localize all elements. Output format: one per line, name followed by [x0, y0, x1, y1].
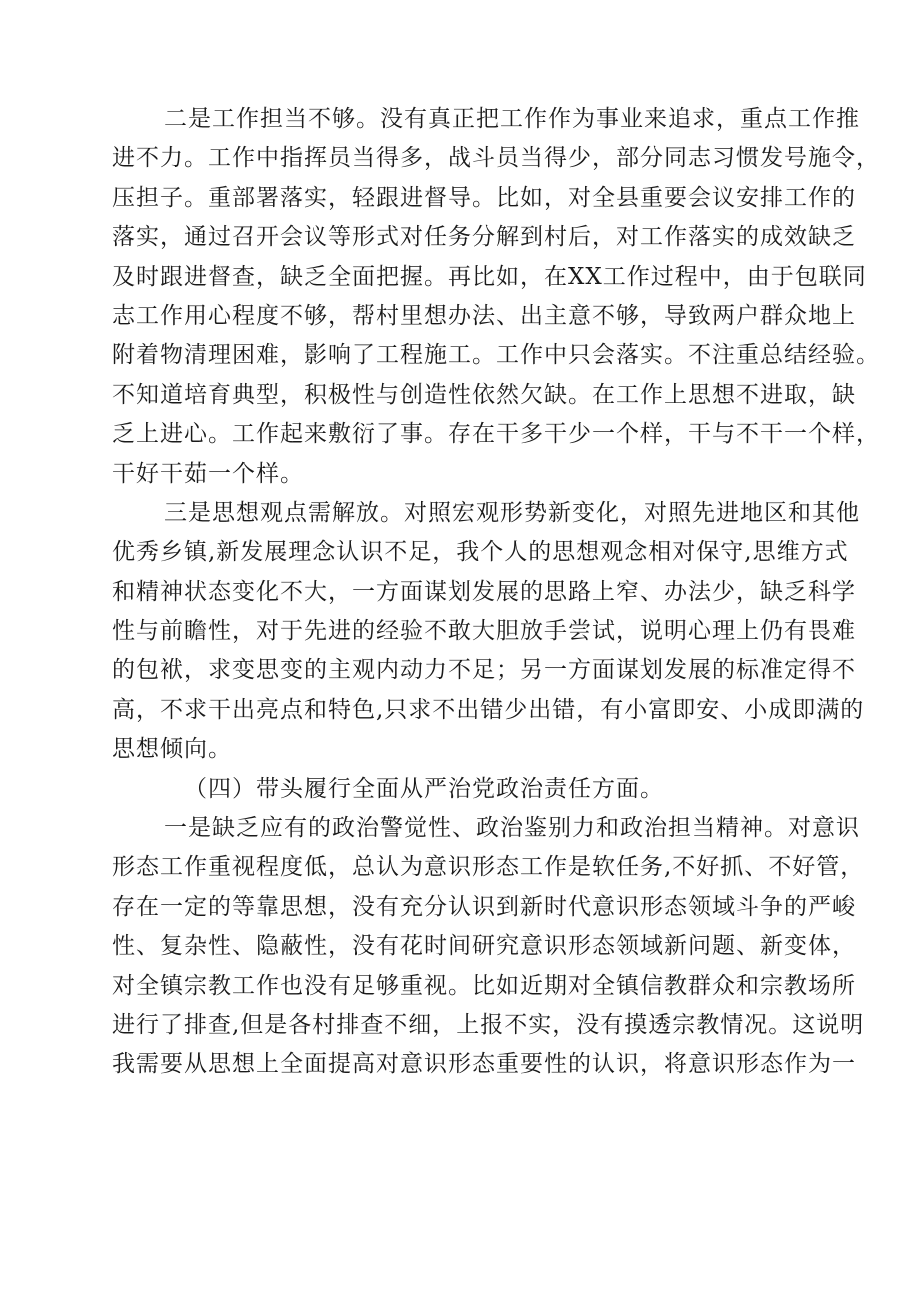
paragraph-one-political-alertness [112, 809, 865, 1085]
text-line: 干好干茹一个样。 [112, 460, 304, 487]
text-line: 优秀乡镇,新发展理念认识不足，我个人的思想观念相对保守,思维方式 [112, 539, 849, 566]
text-line: 及时跟进督查，缺乏全面把握。再比如，在XX工作过程中，由于包联同 [112, 263, 867, 290]
text-line: 存在一定的等靠思想，没有充分认识到新时代意识形态领域斗争的严峻 [112, 893, 856, 920]
text-line: 进不力。工作中指挥员当得多，战斗员当得少，部分同志习惯发号施令， [112, 145, 880, 172]
text-line: 压担子。重部署落实，轻跟进督导。比如，对全县重要会议安排工作的 [112, 184, 856, 211]
text-line: 形态工作重视程度低，总认为意识形态工作是软任务,不好抓、不好管， [112, 854, 865, 881]
document-body [112, 100, 880, 1085]
text-line: 附着物清理困难，影响了工程施工。工作中只会落实。不注重总结经验。 [112, 342, 880, 369]
text-line: 高，不求干出亮点和特色,只求不出错少出错，有小富即安、小成即满的 [112, 696, 865, 723]
text-line: 三是思想观点需解放。对照宏观形势新变化，对照先进地区和其他 [164, 499, 860, 526]
text-line: 志工作用心程度不够，帮村里想办法、出主意不够，导致两户群众地上 [112, 302, 856, 329]
text-line: 不知道培育典型，积极性与创造性依然欠缺。在工作上思想不进取，缺 [112, 381, 856, 408]
text-line: 乏上进心。工作起来敷衍了事。存在干多干少一个样，干与不干一个样， [112, 421, 880, 448]
text-line: 性与前瞻性，对于先进的经验不敢大胆放手尝试，说明心理上仍有畏难 [112, 618, 856, 645]
text-line: 进行了排查,但是各村排查不细，上报不实，没有摸透宗教情况。这说明 [112, 1011, 865, 1038]
text-line: 和精神状态变化不大，一方面谋划发展的思路上窄、办法少，缺乏科学 [112, 578, 856, 605]
text-line: 性、复杂性、隐蔽性，没有花时间研究意识形态领域新问题、新变体， [112, 933, 856, 960]
text-line: 一是缺乏应有的政治警觉性、政治鉴别力和政治担当精神。对意识 [164, 815, 860, 842]
text-line: 我需要从思想上全面提高对意识形态重要性的认识，将意识形态作为一 [112, 1051, 856, 1078]
text-line: 思想倾向。 [112, 736, 232, 763]
section-heading: （四）带头履行全面从严治党政治责任方面。 [184, 775, 664, 802]
paragraph-two-work-responsibility [112, 100, 880, 494]
text-line: 二是工作担当不够。没有真正把工作作为事业来追求，重点工作推 [164, 106, 860, 132]
section-heading-four [112, 770, 862, 809]
text-line: 落实，通过召开会议等形式对任务分解到村后，对工作落实的成效缺乏 [112, 224, 856, 251]
text-line: 对全镇宗教工作也没有足够重视。比如近期对全镇信教群众和宗教场所 [112, 972, 856, 999]
paragraph-three-thinking-liberation [112, 494, 865, 770]
text-line: 的包袱，求变思变的主观内动力不足；另一方面谋划发展的标准定得不 [112, 657, 856, 684]
